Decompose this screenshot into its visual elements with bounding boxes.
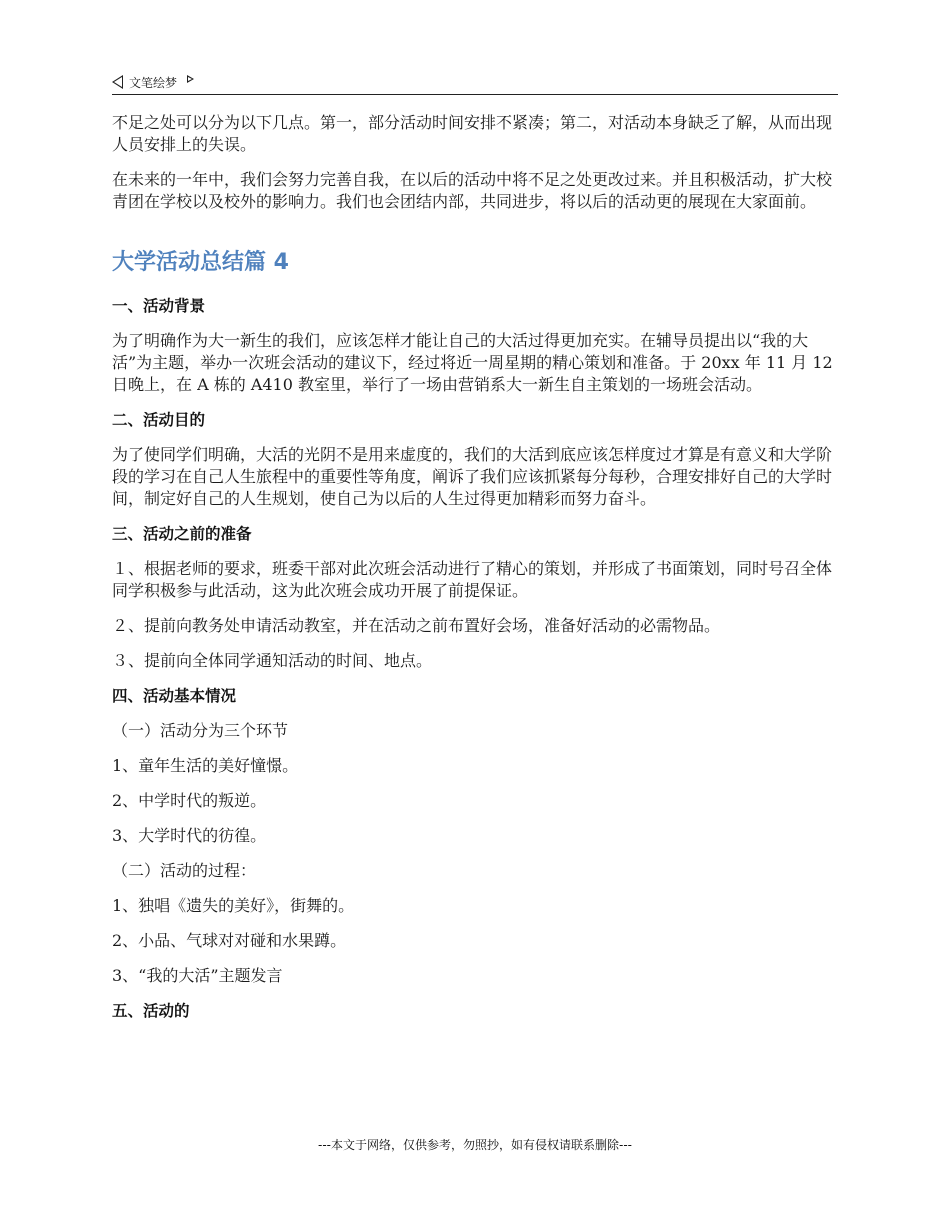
process-item-3: 3、“我的大活”主题发言: [112, 966, 283, 985]
background-paragraph: 为了明确作为大一新生的我们，应该怎样才能让自己的大活过得更加充实。在辅导员提出以“我的大活”为主题，举办一次班会活动的建议下，经过将近一周星期的精心策划和准备。于 20xx 年 11 月 12 日晚上，在 A 栋的 A410 教室里，举行了一场由营销系大一新生自主策划的一场班会活动。: [112, 331, 833, 394]
intro-paragraph-2: 在未来的一年中，我们会努力完善自我，在以后的活动中将不足之处更改过来。并且积极活动，扩大校青团在学校以及校外的影响力。我们也会团结内部，共同进步，将以后的活动更的展现在大家面前。: [112, 170, 833, 211]
page-footer: ---本文于网络，仅供参考，勿照抄，如有侵权请联系删除---: [318, 1138, 632, 1152]
section-title: 大学活动总结篇 4: [112, 250, 289, 275]
preparation-item-3: ３、提前向全体同学通知活动的时间、地点。: [112, 651, 433, 670]
document-body: [112, 112, 842, 1035]
heading-purpose: 二、活动目的: [112, 411, 206, 429]
triangle-left-icon: [112, 75, 123, 89]
basic-subheading-2: （二）活动的过程：: [112, 861, 257, 880]
heading-background: 一、活动背景: [112, 297, 206, 315]
stage-item-3: 3、大学时代的彷徨。: [112, 826, 267, 845]
heading-preparation: 三、活动之前的准备: [112, 525, 252, 543]
process-item-1: 1、独唱《遗失的美好》，街舞的。: [112, 896, 355, 915]
process-item-2: 2、小品、气球对对碰和水果蹲。: [112, 931, 347, 950]
stage-item-2: 2、中学时代的叛逆。: [112, 791, 267, 810]
heading-fifth: 五、活动的: [112, 1002, 190, 1020]
triangle-right-icon: [187, 75, 194, 83]
intro-paragraph-1: 不足之处可以分为以下几点。第一，部分活动时间安排不紧凑；第二，对活动本身缺乏了解，从而出现人员安排上的失误。: [112, 113, 833, 154]
basic-subheading-1: （一）活动分为三个环节: [112, 721, 289, 740]
header-brand: 文笔绘梦: [129, 75, 178, 90]
stage-item-1: 1、童年生活的美好憧憬。: [112, 756, 299, 775]
preparation-item-2: ２、提前向教务处申请活动教室，并在活动之前布置好会场，准备好活动的必需物品。: [112, 616, 721, 635]
heading-basic: 四、活动基本情况: [112, 687, 237, 705]
preparation-item-1: １、根据老师的要求，班委干部对此次班会活动进行了精心的策划，并形成了书面策划，同时号召全体同学积极参与此活动，这为此次班会成功开展了前提保证。: [112, 559, 833, 600]
page-header: [112, 70, 838, 95]
purpose-paragraph: 为了使同学们明确，大活的光阴不是用来虚度的，我们的大活到底应该怎样度过才算是有意义和大学阶段的学习在自己人生旅程中的重要性等角度，阐诉了我们应该抓紧每分每秒，合理安排好自己的大学时间，制定好自己的人生规划，使自己为以后的人生过得更加精彩而努力奋斗。: [112, 445, 833, 508]
